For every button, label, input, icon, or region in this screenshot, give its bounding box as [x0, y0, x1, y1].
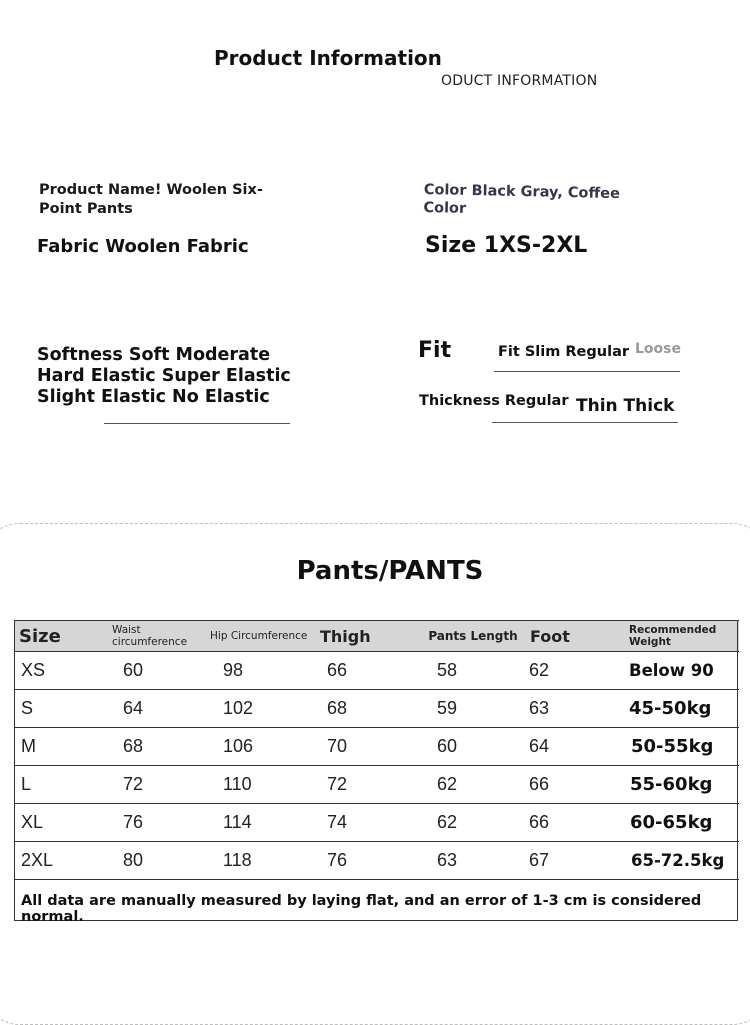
cell-foot: 63: [519, 690, 621, 728]
thickness-label: Thickness Regular: [419, 393, 569, 409]
cell-thigh: 68: [317, 690, 427, 728]
fit-label: Fit: [418, 338, 452, 363]
header-waist: Waist circumference: [111, 621, 207, 652]
cell-pants-length: 60: [427, 728, 519, 766]
cell-hip: 118: [207, 842, 317, 880]
cell-waist: 76: [111, 804, 207, 842]
cell-thigh: 76: [317, 842, 427, 880]
table-row: [15, 652, 739, 690]
cell-weight: 65-72.5kg: [621, 842, 739, 880]
table-row: [15, 842, 739, 880]
cell-pants-length: 63: [427, 842, 519, 880]
product-color: Color Black Gray, Coffee Color: [423, 181, 621, 217]
table-row: [15, 728, 739, 766]
header-size: Size: [15, 621, 111, 652]
header-thigh: Thigh: [317, 621, 427, 652]
table-header-row: [15, 621, 739, 652]
cell-foot: 64: [519, 728, 621, 766]
cell-weight: 60-65kg: [621, 804, 739, 842]
cell-weight: Below 90: [621, 652, 739, 690]
cell-weight: 45-50kg: [621, 690, 739, 728]
cell-hip: 98: [207, 652, 317, 690]
cell-waist: 72: [111, 766, 207, 804]
cell-pants-length: 58: [427, 652, 519, 690]
fit-underline: [494, 371, 680, 372]
cell-size: XL: [15, 804, 111, 842]
cell-foot: 67: [519, 842, 621, 880]
page-subtitle: ODUCT INFORMATION: [441, 73, 598, 89]
cell-pants-length: 62: [427, 766, 519, 804]
cell-foot: 66: [519, 804, 621, 842]
cell-waist: 60: [111, 652, 207, 690]
cell-size: L: [15, 766, 111, 804]
cell-foot: 62: [519, 652, 621, 690]
cell-thigh: 66: [317, 652, 427, 690]
product-fabric: Fabric Woolen Fabric: [37, 236, 249, 257]
cell-waist: 68: [111, 728, 207, 766]
cell-size: XS: [15, 652, 111, 690]
table-row: [15, 766, 739, 804]
cell-thigh: 70: [317, 728, 427, 766]
table-row: [15, 804, 739, 842]
cell-waist: 80: [111, 842, 207, 880]
cell-weight: 55-60kg: [621, 766, 739, 804]
header-foot: Foot: [519, 621, 621, 652]
cell-thigh: 74: [317, 804, 427, 842]
page-title: Product Information: [214, 46, 442, 70]
product-size: Size 1XS-2XL: [425, 233, 588, 258]
cell-pants-length: 59: [427, 690, 519, 728]
size-table: [15, 620, 739, 880]
cell-hip: 110: [207, 766, 317, 804]
cell-weight: 50-55kg: [621, 728, 739, 766]
cell-hip: 114: [207, 804, 317, 842]
cell-pants-length: 62: [427, 804, 519, 842]
cell-waist: 64: [111, 690, 207, 728]
softness-underline: [104, 423, 290, 424]
cell-size: 2XL: [15, 842, 111, 880]
size-chart-title: Pants/PANTS: [296, 556, 484, 586]
thickness-values: Thin Thick: [576, 396, 675, 416]
header-weight: Recommended Weight: [621, 621, 739, 652]
fit-values: Fit Slim Regular: [498, 344, 630, 360]
fit-loose: Loose: [635, 341, 681, 357]
cell-size: S: [15, 690, 111, 728]
measurement-note: All data are manually measured by laying flat, and an error of 1-3 cm is considered normal.: [21, 893, 702, 925]
header-pants-length: Pants Length: [427, 621, 519, 652]
table-row: [15, 690, 739, 728]
cell-thigh: 72: [317, 766, 427, 804]
product-softness: Softness Soft Moderate Hard Elastic Super Elastic Slight Elastic No Elastic: [37, 345, 291, 407]
cell-size: M: [15, 728, 111, 766]
header-hip: Hip Circumference: [207, 621, 317, 652]
product-name: Product Name! Woolen Six-Point Pants: [39, 182, 263, 217]
cell-hip: 102: [207, 690, 317, 728]
thickness-underline: [492, 422, 678, 423]
cell-foot: 66: [519, 766, 621, 804]
cell-hip: 106: [207, 728, 317, 766]
